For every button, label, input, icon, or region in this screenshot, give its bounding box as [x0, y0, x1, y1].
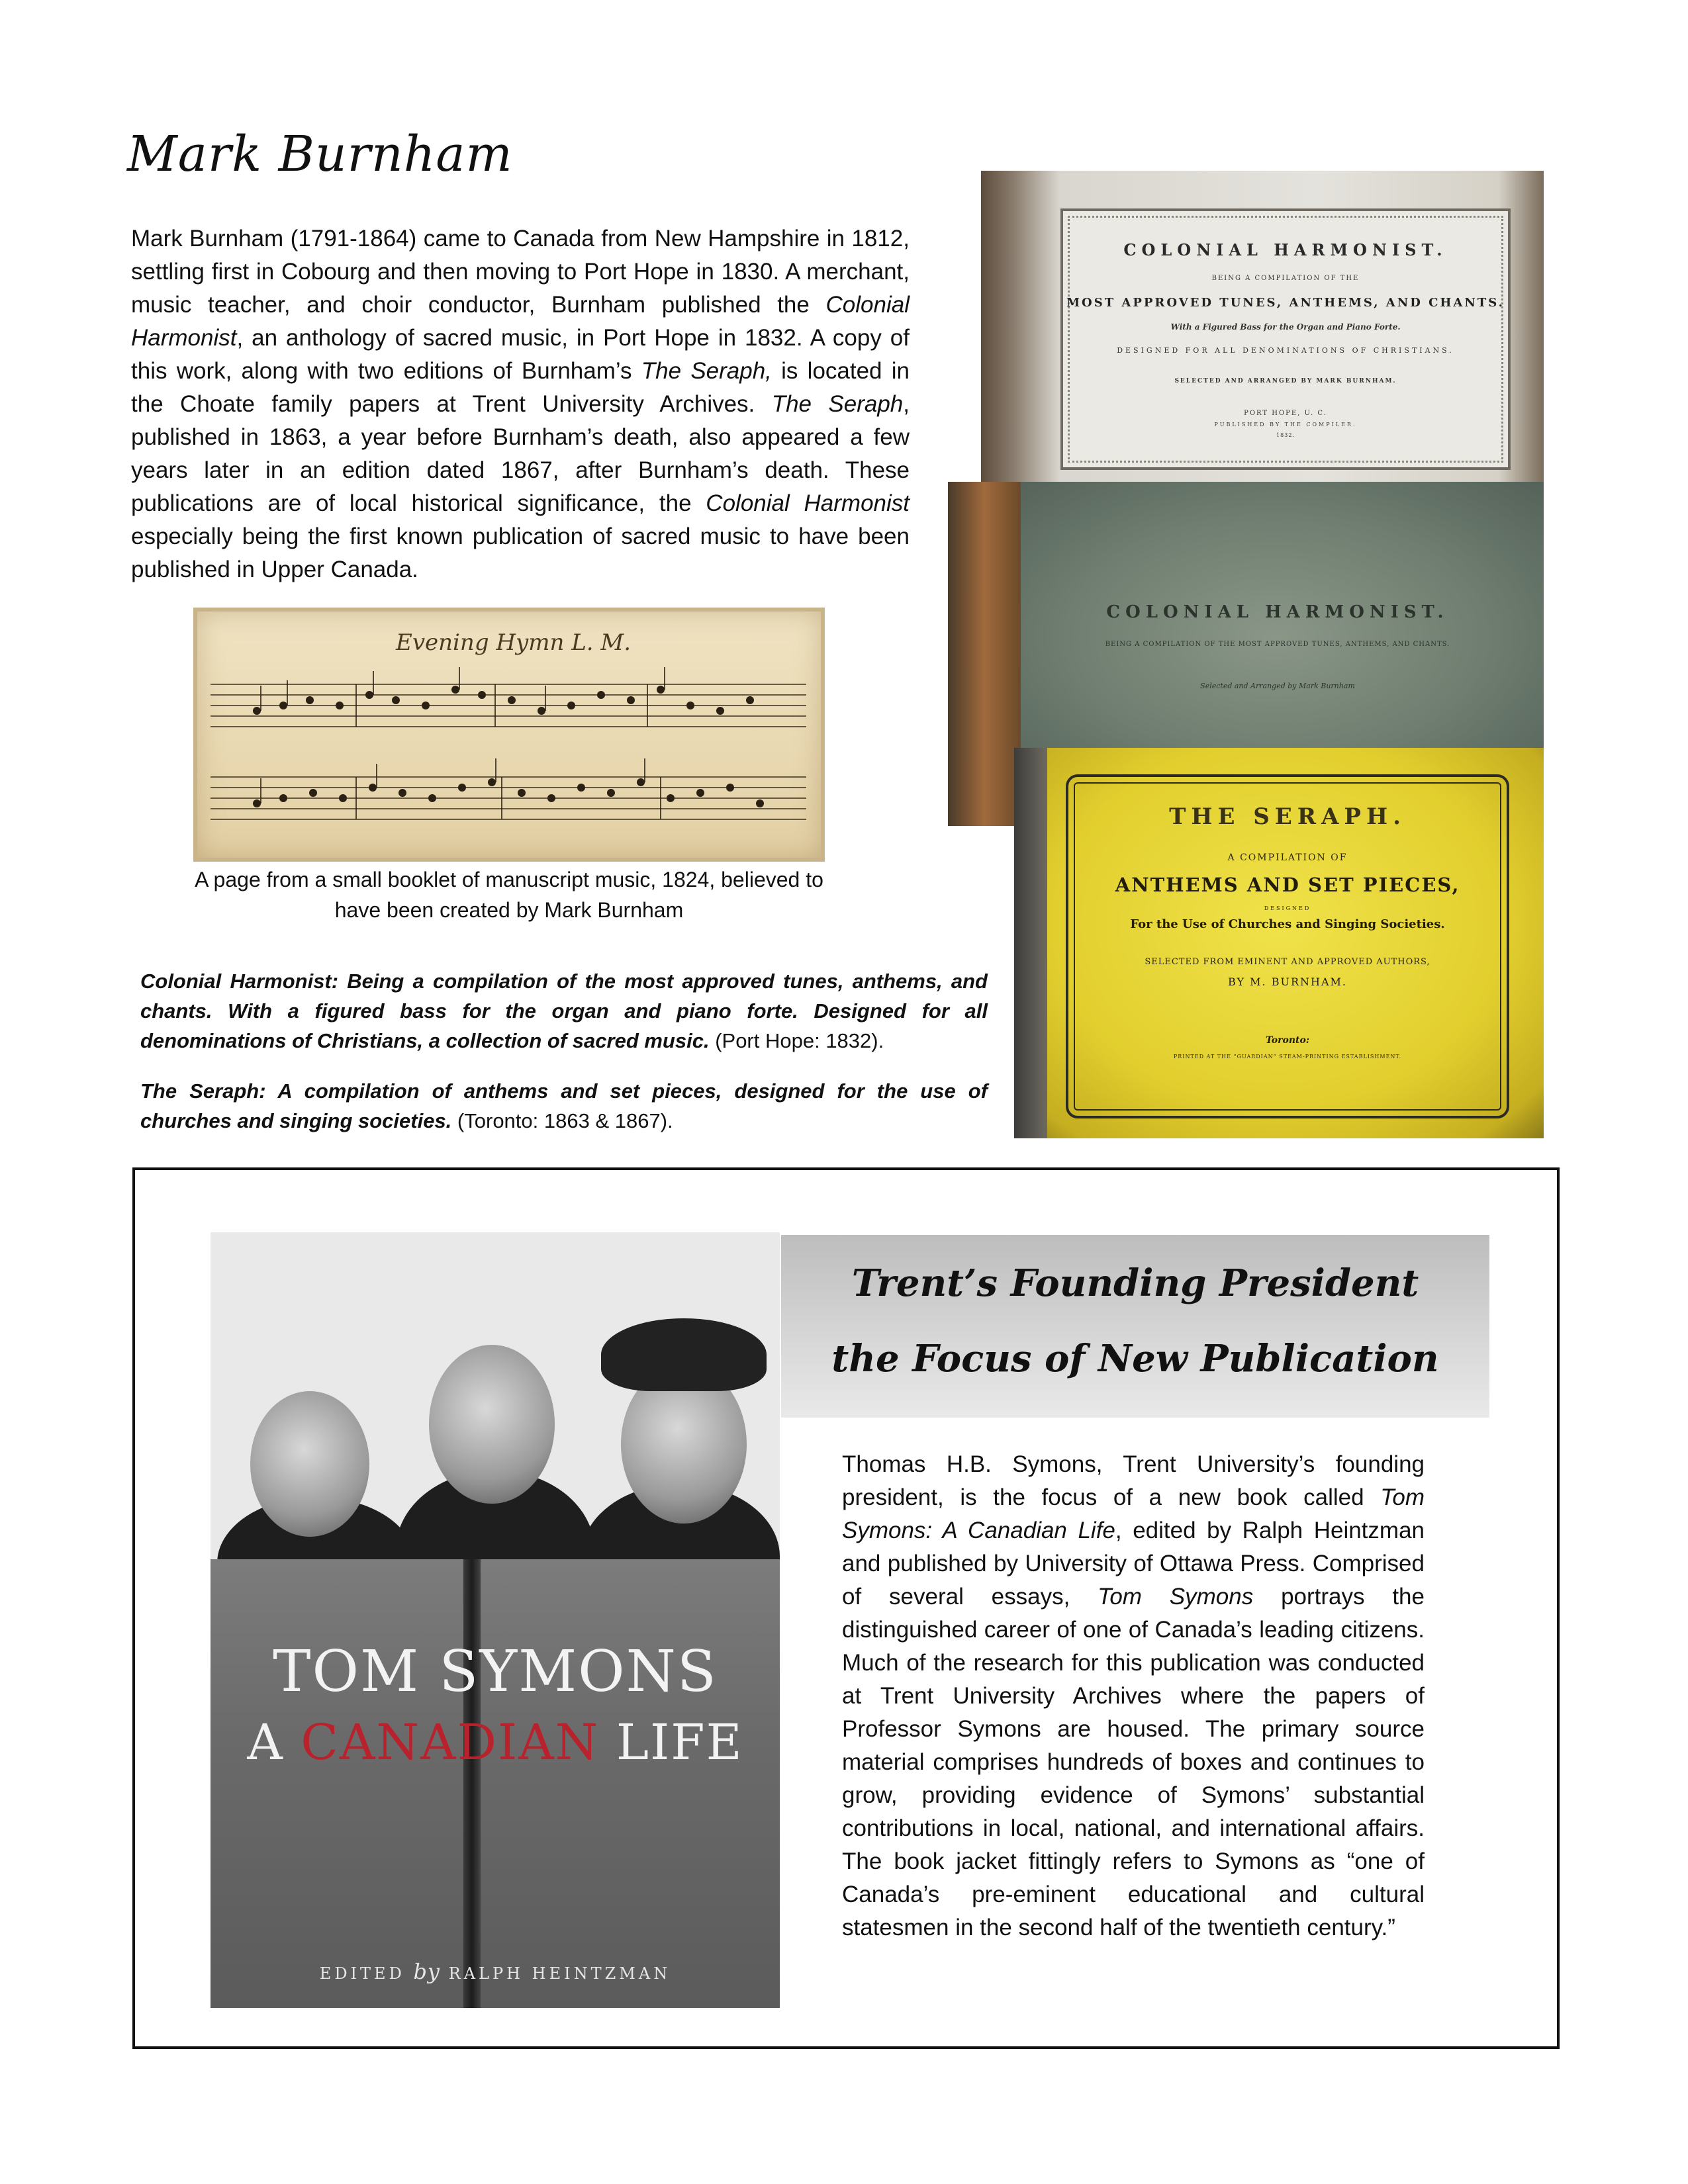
book1-line2: MOST APPROVED TUNES, ANTHEMS, AND CHANTS. — [1066, 296, 1505, 310]
cover-title-line2: A CANADIAN LIFE — [247, 1714, 743, 1771]
book1-line7: PUBLISHED BY THE COMPILER. — [1214, 422, 1357, 428]
the-seraph-edge — [1014, 748, 1047, 1138]
the-seraph-cover-frame — [1066, 774, 1509, 1118]
colonial-harmonist-spine — [948, 482, 1021, 826]
manuscript-caption: A page from a small booklet of manuscript music, 1824, believed to have been created by Mark Burnham — [195, 868, 823, 922]
book3-line5: SELECTED FROM EMINENT AND APPROVED AUTHORS, — [1145, 957, 1430, 967]
book3-line2: ANTHEMS AND SET PIECES, — [1115, 874, 1460, 896]
book1-line6: PORT HOPE, U. C. — [1244, 410, 1327, 417]
cover-editor-credit: EDITED by RALPH HEINTZMAN — [319, 1959, 671, 1984]
cover-stone-crack — [463, 1559, 481, 2008]
book3-line7: Toronto: — [1265, 1035, 1309, 1046]
book3-line3: DESIGNED — [1264, 905, 1311, 911]
book2-line1: BEING A COMPILATION OF THE MOST APPROVED TUNES, ANTHEMS, AND CHANTS. — [1105, 641, 1450, 648]
cover-figure-center-face — [429, 1345, 555, 1504]
book3-line4: For the Use of Churches and Singing Societies. — [1130, 917, 1445, 931]
book3-title: THE SERAPH. — [1169, 803, 1406, 830]
burnham-intro-paragraph: Mark Burnham (1791-1864) came to Canada from New Hampshire in 1812, settling first in Cobourg and then moving to Port Hope in 1830. A merchant, music teacher, and choir conductor, Burnham published the Colonial Harmonist, an anthology of sacred music, in Port Hope in 1832. A copy of this work, along with two editions of Burnham’s The Seraph, is located in the Choate family papers at Trent University Archives. The Seraph, published in 1863, a year before Burnham’s death, also appeared a few years later in an edition dated 1867, after Burnham’s death. These publications are of local historical significance, the Colonial Harmonist especially being the first known publication of sacred music to have been published in Upper Canada. — [131, 226, 910, 582]
book1-line4: DESIGNED FOR ALL DENOMINATIONS OF CHRISTIANS. — [1117, 346, 1454, 355]
section-title: Mark Burnham — [127, 126, 513, 183]
book2-line2: Selected and Arranged by Mark Burnham — [1200, 682, 1355, 690]
cover-figure-right-hat — [601, 1318, 767, 1391]
symons-article-paragraph: Thomas H.B. Symons, Trent University’s founding president, is the focus of a new book called Tom Symons: A Canadian Life, edited by Ralph Heintzman and published by University of Ottawa Press. Comprised of several essays, Tom Symons portrays the distinguished career of one of Canada’s leading citizens. Much of the research for this publication was conducted at Trent University Archives where the papers of Professor Symons are housed. The primary source material comprises hundreds of boxes and continues to grow, providing evidence of Symons’ substantial contributions in local, national, and international affairs. The book jacket fittingly refers to Symons as “one of Canada’s pre-eminent educational and cultural statesmen in the second half of the twentieth century.” — [842, 1451, 1425, 1940]
book1-line8: 1832. — [1276, 432, 1295, 438]
book3-line8: PRINTED AT THE “GUARDIAN” STEAM-PRINTING ESTABLISHMENT. — [1173, 1054, 1402, 1060]
manuscript-music-drawing — [197, 612, 821, 858]
manuscript-music-image — [193, 608, 825, 862]
citation-the-seraph: The Seraph: A compilation of anthems and set pieces, designed for the use of churches and singing societies. (Toronto: 1863 & 1867). — [140, 1079, 988, 1132]
cover-stone-wall — [211, 1559, 780, 2008]
manuscript-heading: Evening Hymn L. M. — [396, 629, 632, 656]
cover-figure-left-face — [250, 1391, 369, 1537]
cover-title-line1: TOM SYMONS — [273, 1639, 718, 1705]
citation-colonial-harmonist: Colonial Harmonist: Being a compilation of the most approved tunes, anthems, and chants. With a figured bass for the organ and piano forte. Designed for all denominations of Christians, a collection of sacred music. (Port Hope: 1832). — [140, 970, 988, 1052]
headline-line1: Trent’s Founding President — [851, 1261, 1419, 1305]
book1-title: COLONIAL HARMONIST. — [1123, 240, 1448, 259]
book3-line6: BY M. BURNHAM. — [1228, 976, 1347, 988]
colonial-harmonist-title-page-frame — [1060, 208, 1511, 470]
headline-line2: the Focus of New Publication — [831, 1337, 1439, 1381]
book1-line5: SELECTED AND ARRANGED BY MARK BURNHAM. — [1174, 378, 1397, 385]
book2-title: COLONIAL HARMONIST. — [1106, 602, 1449, 622]
book3-line1: A COMPILATION OF — [1227, 852, 1348, 863]
book1-line1: BEING A COMPILATION OF THE — [1211, 275, 1360, 282]
book1-line3: With a Figured Bass for the Organ and Piano Forte. — [1170, 322, 1401, 332]
